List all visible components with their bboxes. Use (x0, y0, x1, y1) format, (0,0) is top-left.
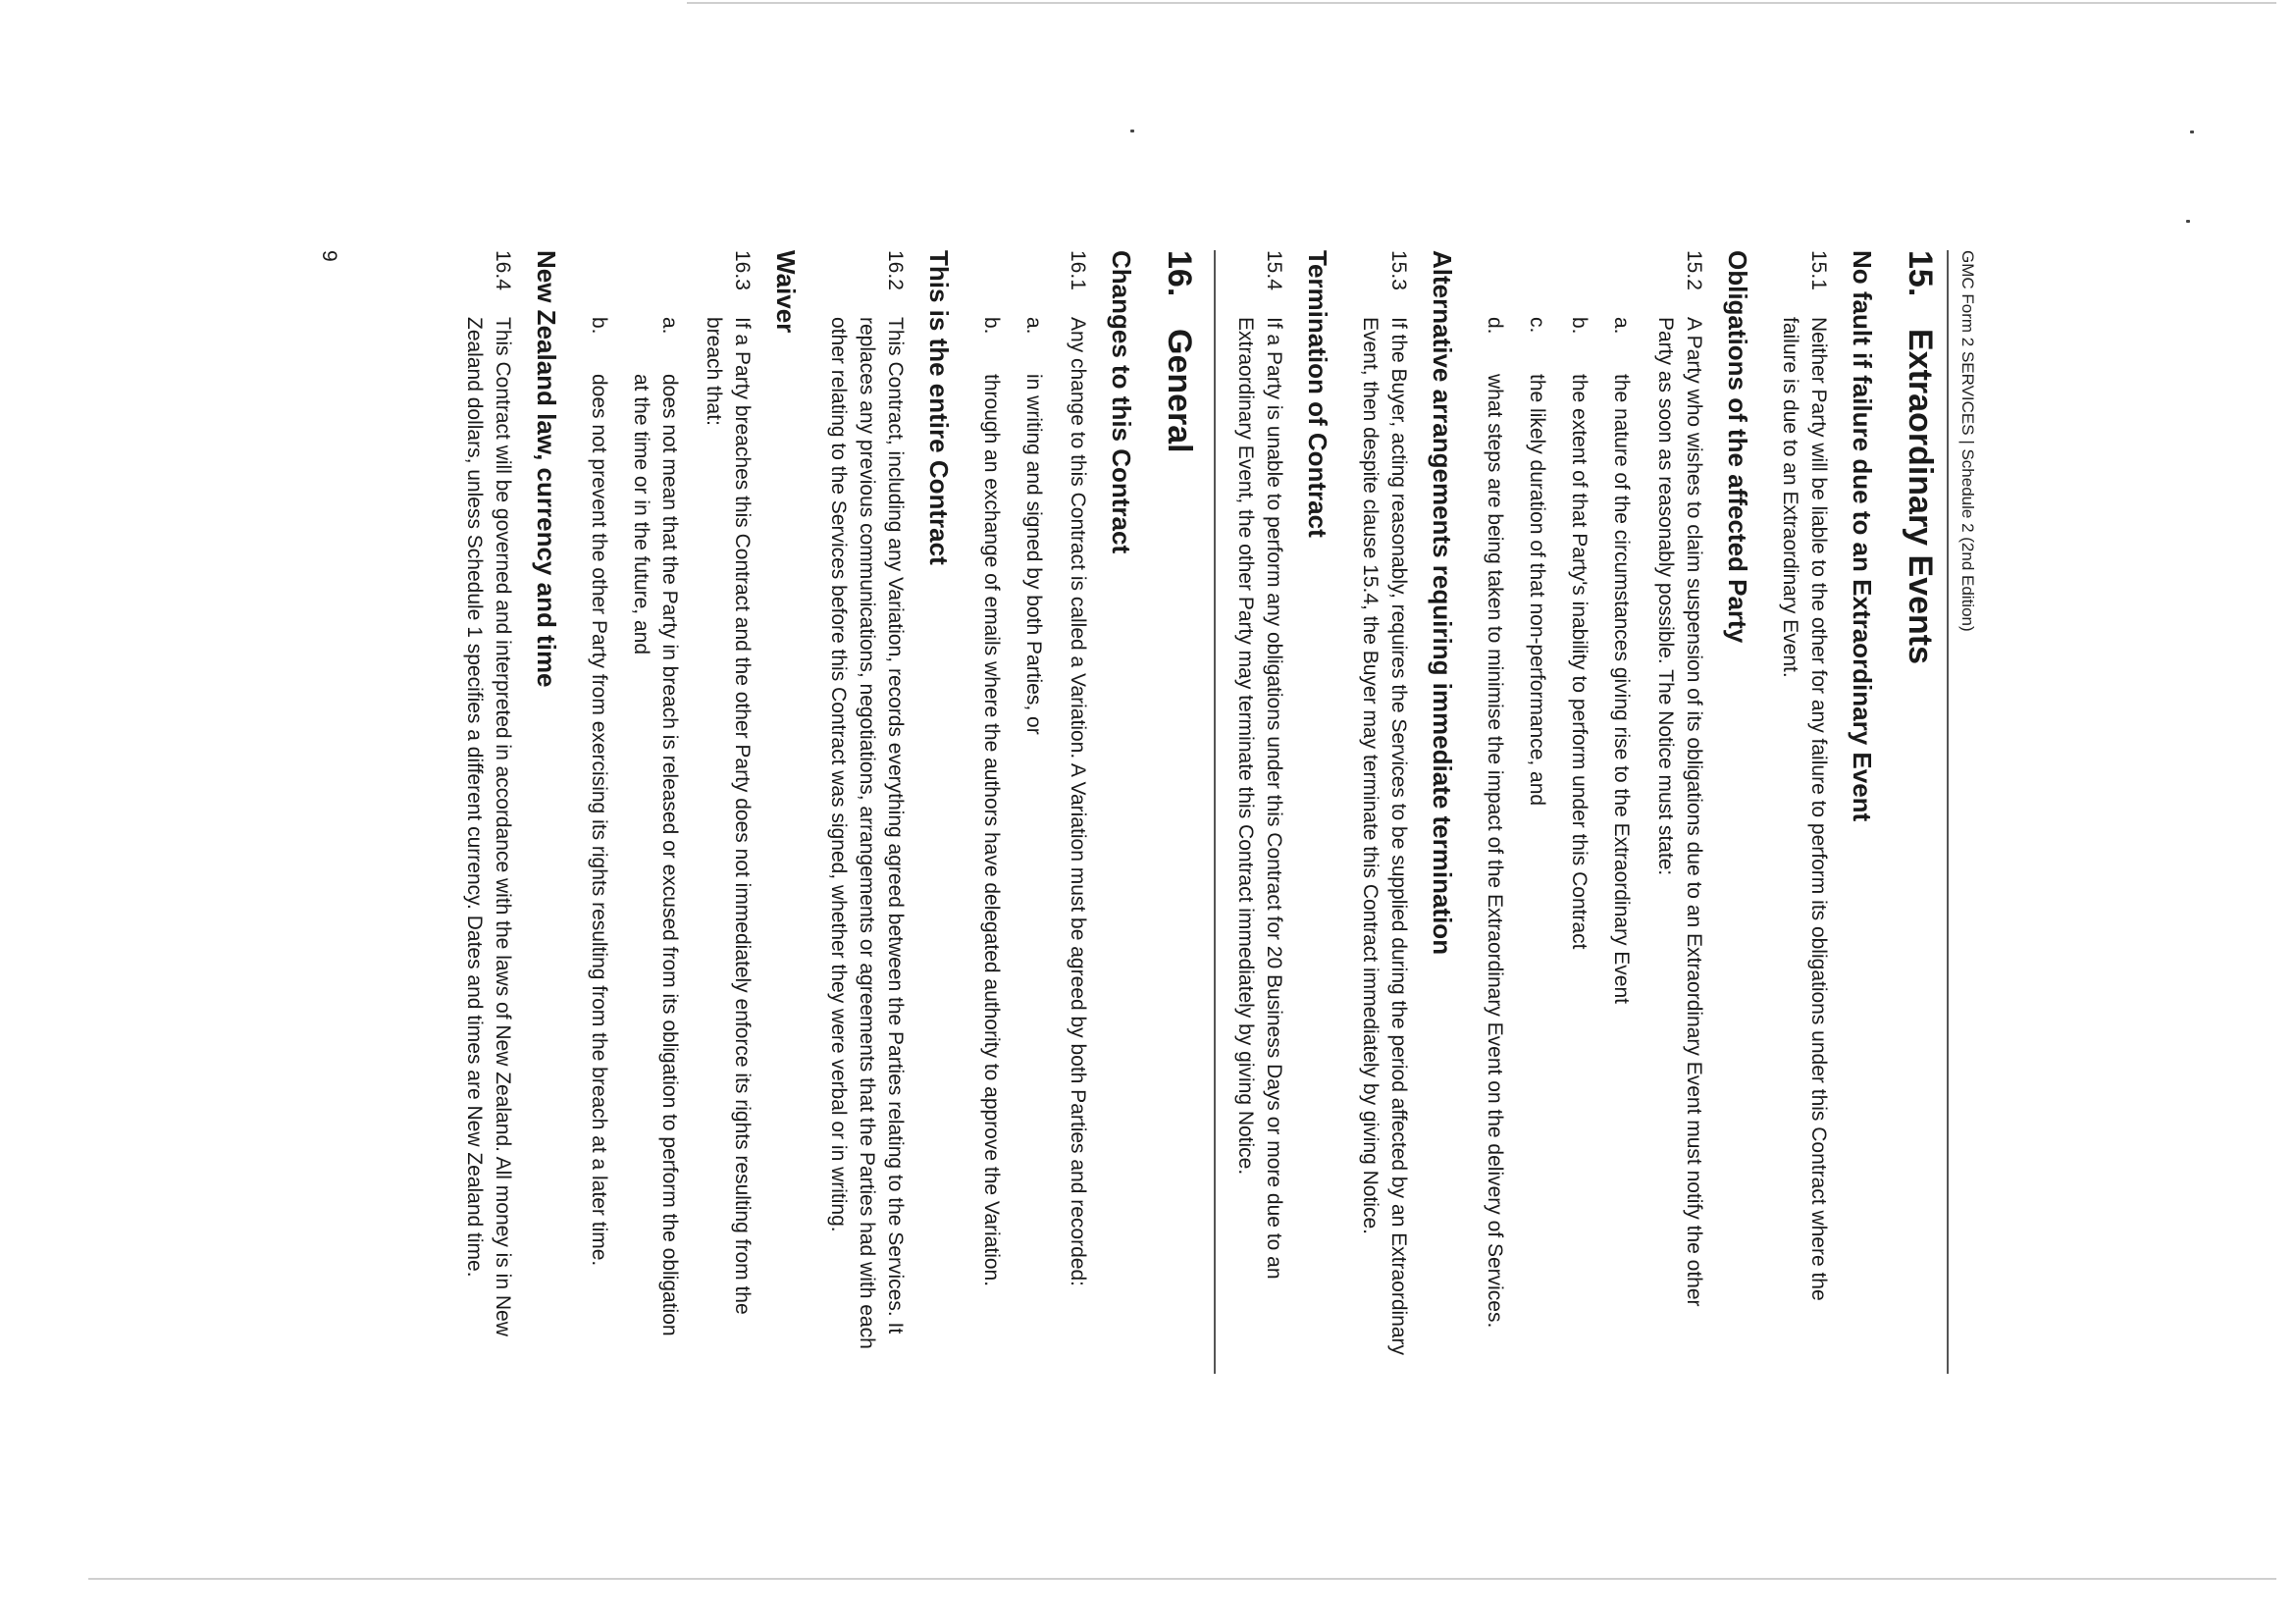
subheading: Alternative arrangements requiring immediate termination (1428, 250, 1457, 956)
clause-text: Neither Party will be liable to the other for any failure to perform its obligations under this Contract where the failure is due to an Extraordinary Event. (1779, 317, 1830, 1301)
section-number: 16. (1161, 250, 1198, 297)
page-number: 9 (318, 250, 340, 262)
scan-speck (1130, 130, 1134, 132)
clause-text: If a Party is unable to perform any obligations under this Contract for 20 Business Days or more due to an Extraordinary Event, the other Party may terminate this Contract immediately by giving Notice. (1234, 317, 1285, 1280)
clause-number: 15.4 (1263, 250, 1285, 290)
clause-16-3 (700, 250, 757, 1384)
clause-15-3 (1356, 250, 1413, 1384)
clause-text: If a Party breaches this Contract and the other Party does not immediately enforce its rights resulting from the breach that: (703, 317, 754, 1315)
list-item (1523, 317, 1551, 1384)
item-text: the likely duration of that non-performance, and (1526, 374, 1548, 807)
clause-number: 16.1 (1067, 250, 1089, 290)
scan-speck (2186, 220, 2190, 223)
subheading: New Zealand law, currency and time (532, 250, 561, 688)
item-text: does not prevent the other Party from exercising its rights resulting from the breach at a later time. (588, 374, 610, 1267)
list-item (1481, 317, 1509, 1384)
list-item (1019, 317, 1048, 1384)
clause-text: This Contract will be governed and interpreted in accordance with the laws of New Zealand. All money is in New Zealand dollars, unless Schedule 1 specifies a different currency. Dates and times are New Zealand time. (463, 317, 514, 1336)
clause-number: 16.4 (492, 250, 514, 290)
list-item (627, 317, 684, 1384)
item-letter: a. (658, 317, 681, 335)
section-15-title (1901, 250, 1939, 1384)
clause-15-4 (1214, 250, 1288, 1374)
clause-number: 15.2 (1683, 250, 1705, 290)
item-letter: a. (1022, 317, 1045, 335)
item-text: what steps are being taken to minimise the impact of the Extraordinary Event on the delivery of Services. (1484, 374, 1506, 1329)
section-heading: Extraordinary Events (1902, 329, 1939, 665)
clause-text: If the Buyer, acting reasonably, requires the Services to be supplied during the period affected by an Extraordinary Event, then despite clause 15.4, the Buyer may terminate this Contract immediately by giving Notice. (1359, 317, 1410, 1356)
subheading: No fault if failure due to an Extraordinary Event (1848, 250, 1877, 822)
clause-text: Any change to this Contract is called a Variation. A Variation must be agreed by both Parties and recorded: (1067, 317, 1089, 1286)
list-item (585, 317, 613, 1384)
scan-edge-bottom (88, 1578, 2276, 1580)
list-item (1607, 317, 1636, 1384)
list-item (1565, 317, 1593, 1384)
subheading: Waiver (771, 250, 801, 334)
rotated-document-page (182, 250, 1977, 1384)
item-letter: d. (1484, 317, 1506, 335)
section-16-title (1160, 250, 1198, 1384)
item-text: through an exchange of emails where the authors have delegated authority to approve the Variation. (980, 374, 1003, 1287)
item-letter: a. (1610, 317, 1633, 335)
item-letter: b. (980, 317, 1003, 335)
section-number: 15. (1902, 250, 1939, 297)
scan-speck (2190, 131, 2194, 133)
clause-16-4 (460, 250, 517, 1384)
item-letter: b. (1568, 317, 1591, 335)
item-text: does not mean that the Party in breach is released or excused from its obligation to perform the obligation at the time or in the future, and (630, 374, 681, 1336)
document-header: GMC Form 2 SERVICES | Schedule 2 (2nd Edition) (1947, 250, 1977, 1374)
subheading: Termination of Contract (1303, 250, 1332, 538)
subheading: Obligations of the affected Party (1723, 250, 1752, 644)
clause-16-2 (824, 250, 910, 1384)
clause-number: 15.1 (1807, 250, 1830, 290)
subheading: This is the entire Contract (924, 250, 954, 565)
clause-text: This Contract, including any Variation, records everything agreed between the Parties relating to the Services. It replaces any previous communications, negotiations, arrangements or agreements that the Parties had with each other relating to the Services before this Contract was signed, whether they were verbal or in writing. (827, 317, 907, 1349)
clause-text: A Party who wishes to claim suspension of its obligations due to an Extraordinary Event must notify the other Party as soon as reasonably possible. The Notice must state: (1654, 317, 1705, 1307)
subheading: Changes to this Contract (1107, 250, 1136, 554)
list-item (977, 317, 1006, 1384)
clause-number: 16.3 (731, 250, 754, 290)
item-text: the nature of the circumstances giving rise to the Extraordinary Event (1610, 374, 1633, 1004)
scan-edge-top (687, 2, 2276, 4)
item-text: the extent of that Party's inability to perform under this Contract (1568, 374, 1591, 950)
clause-number: 15.3 (1387, 250, 1410, 290)
clause-16-1 (1064, 250, 1092, 1384)
item-letter: c. (1526, 317, 1548, 334)
item-text: in writing and signed by both Parties, or (1022, 374, 1045, 735)
item-letter: b. (588, 317, 610, 335)
clause-15-1 (1776, 250, 1833, 1384)
clause-number: 16.2 (884, 250, 907, 290)
section-heading: General (1161, 329, 1198, 453)
clause-15-2 (1651, 250, 1708, 1384)
